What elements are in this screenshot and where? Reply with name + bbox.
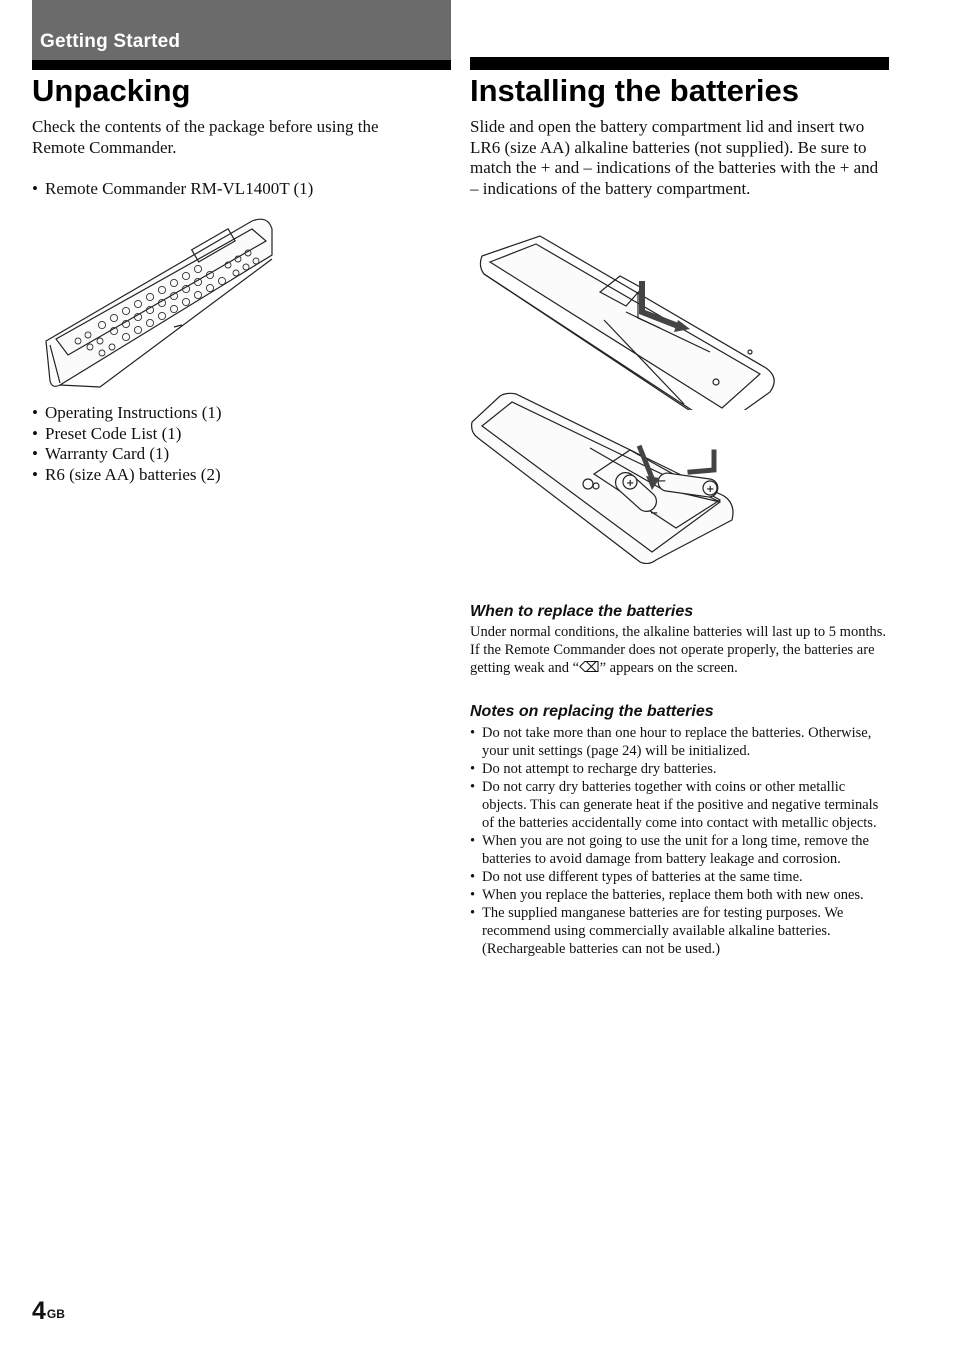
left-rule <box>32 60 451 70</box>
unpacking-items-list <box>32 403 432 485</box>
installing-title: Installing the batteries <box>470 73 800 108</box>
notes-heading: Notes on replacing the batteries <box>470 703 714 720</box>
page-number-value: 4 <box>32 1297 46 1325</box>
list-item: • Do not use different types of batteries at the same time. <box>470 868 890 886</box>
list-item: • The supplied manganese batteries are for testing purposes. We recommend using commercially available alkaline batteries. (Rechargeable batteries can not be used.) <box>470 904 890 958</box>
list-item: • Warranty Card (1) <box>32 444 432 465</box>
page-suffix: GB <box>46 1307 65 1321</box>
list-item: • Remote Commander RM-VL1400T (1) <box>32 179 432 200</box>
page-number <box>32 1296 65 1326</box>
notes-list <box>470 724 890 958</box>
svg-text:+: + <box>626 478 635 489</box>
list-item: • Preset Code List (1) <box>32 424 432 445</box>
unpacking-intro: Check the contents of the package before using the Remote Commander. <box>32 117 379 157</box>
svg-text:+: + <box>706 484 715 495</box>
unpacking-main-list <box>32 179 432 200</box>
list-item: • Do not take more than one hour to replace the batteries. Otherwise, your unit settings (page 24) will be initialized. <box>470 724 890 760</box>
replace-text: Under normal conditions, the alkaline batteries will last up to 5 months. If the Remote Commander does not operate properly, the batteries are getting weak and “⌫” appears on the screen. <box>470 624 886 676</box>
unpacking-title: Unpacking <box>32 73 191 108</box>
section-label: Getting Started <box>40 31 181 52</box>
list-item: • R6 (size AA) batteries (2) <box>32 465 432 486</box>
list-item: • When you replace the batteries, replace them both with new ones. <box>470 886 890 904</box>
replace-heading: When to replace the batteries <box>470 603 694 620</box>
svg-text:−: − <box>658 476 667 487</box>
list-item: • Operating Instructions (1) <box>32 403 432 424</box>
remote-commander-illustration-icon <box>42 215 278 393</box>
battery-insertion-illustration-icon <box>470 392 736 564</box>
battery-lid-open-illustration-icon <box>470 232 782 410</box>
list-item: • Do not attempt to recharge dry batteries. <box>470 760 890 778</box>
svg-text:−: − <box>650 508 659 519</box>
list-item: • Do not carry dry batteries together with coins or other metallic objects. This can generate heat if the positive and negative terminals of the batteries accidentally come into contact with metallic objects. <box>470 778 890 832</box>
installing-intro: Slide and open the battery compartment lid and insert two LR6 (size AA) alkaline batteries (not supplied). Be sure to match the + and – indications of the batteries with the + and – indications of the battery compartment. <box>470 117 879 198</box>
right-rule <box>470 57 889 70</box>
list-item: • When you are not going to use the unit for a long time, remove the batteries to avoid damage from battery leakage and corrosion. <box>470 832 890 868</box>
